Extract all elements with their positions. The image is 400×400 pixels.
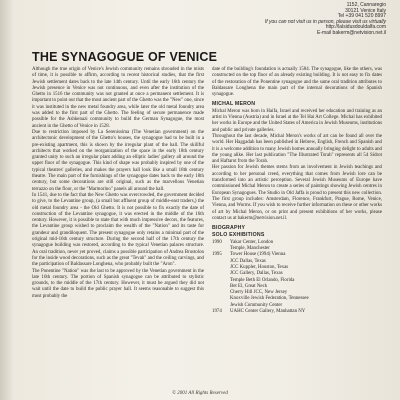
solo-exhibition-venue: Temple Beth El Orlando, Florida — [230, 277, 295, 283]
solo-exhibition-venue: Jewish Community Center — [230, 302, 283, 308]
body-paragraph: Due to restriction imposed by La Serenissima (The Venetian government) on the architectonic development of the Ghetto's houses, the synagogue had to be built in a pre-existing apartment, this is shown by the irregular plant of the hall. The skillful architects that worked on the reorganization of the space in the early 18th century granted unity to such an irregular plant adding an elliptic ladies' gallery all around the upper floor of the synagogue. This kind of shape was probably inspired by one of the typical theatres' galleries, and makes the prayers hall look like a small 18th century theatre. The main part of the furnishings of the synagogue dates back to the early 18th century, but some decorations are still original, such as the marvellous Venetian terrazzo on the floor, or the "Marmorino" panels all around the hall. — [32, 129, 204, 192]
contact-line: Tel +39 041 520 8997 — [337, 13, 386, 20]
solo-exhibition-year: 1990 — [212, 239, 222, 245]
contact-website: http://lalsidusdouldalfa.com — [325, 24, 386, 31]
solo-exhibition-venue: UAHC Center Gallery, Manhattan NY — [230, 308, 306, 314]
solo-exhibition-venue: JCC Kuppler, Houston, Texas — [230, 264, 289, 270]
bio-paragraph: Michal Meron was born in Haifa, Israel and received her education and training as an artist in Vienna (Austria) and in Israel at the Tel Hai Art College. Michal has exhibited her works in Europe and the United States of America in Jewish Museums, institutions and public and private galleries. — [212, 108, 382, 133]
solo-exhibition-venue: JCC Gallery, Dallas, Texas — [230, 271, 283, 277]
contact-line: If you can not visit us in person, please visit us virtually — [264, 18, 386, 25]
solo-exhibition-venue: JCC Dallas, Texas — [230, 258, 266, 264]
bio-paragraph: Throughout the last decade, Michal Meron's works of art can be found all over the world. Her Haggadah has been published in Hebrew, English, French and Spanish and it is a welcome addition to many Jewish homes annually bringing delight to adults and the young alike. Her last publication "The Illustrated Torah" represents all 54 Sidrot and Haftarot from the Torah. — [212, 133, 382, 165]
contact-line: 30121 Venice Italy — [345, 7, 386, 14]
copyright-notice: © 2001 All Rights Reserved — [172, 391, 228, 396]
body-paragraph: Although the true origin of Venice's Jewish community remains shrouded in the mists of time, it is possible to affirm, according to recent historical studies, that the first Jewish settlement dates back to the late 14th century. Until the early 16th century the Jewish presence in Venice was not continuous, and even after the institution of the Ghetto in 1516 the community was not granted at once a permanent settlement. It is important to point out that the most ancient part of the Ghetto was the "New" one, since it was instituted in the new metal foundry area, while later the old metal foundry area was added to the first part of the Ghetto. The feeling of secure permanence made possible for the Ashkenazi community to build the German Synagogue, the most ancient in the Ghetto of Venice in 1528. — [32, 67, 204, 129]
body-paragraph: date of the building's foundation is actually 1584. The synagogue, like the others, was constructed on the top floor of an already existing building. It is not easy to fix dates of the restoration of the Ponentine synagogue and the same oral tradition attributes to Baldassare Longhena the main part of the internal decorations of the Spanish synagogue. — [212, 67, 382, 98]
solo-exhibitions-list — [212, 240, 382, 316]
solo-heading: SOLO EXHIBITIONS — [212, 232, 265, 239]
solo-exhibition-venue: Yakar Center, London — [230, 239, 274, 245]
solo-exhibition-year: 1974 — [212, 308, 222, 314]
solo-exhibition-venue: Temple, Manchester — [230, 246, 270, 252]
contact-email: E-mail bakerm@netvision.net.il — [317, 29, 386, 36]
page-title: THE SYNAGOGUE OF VENICE — [32, 50, 218, 64]
contact-line: 1152, Cannaregio — [346, 2, 386, 8]
body-paragraph: The Ponentine "Nation" was the last to be approved by the Venetian government in the late 16th century. The portion of Spanish synagogue can be attributed to stylistic grounds, to the middle of the 17th century. However, it must be argued they did not wait until the date to build the public prayer hall. It seems reasonable to suggest this most probably the — [32, 268, 204, 299]
solo-exhibition-year: 1995 — [212, 252, 222, 258]
solo-exhibition-venue: Bet El, Great Neck — [230, 283, 268, 289]
right-column — [212, 67, 382, 315]
solo-exhibition-venue: Cherry Hill JCC, New Jersey — [230, 290, 288, 296]
bio-heading: MICHAL MERON — [212, 101, 256, 108]
biography-heading: BIOGRAPHY — [212, 225, 246, 232]
left-column — [32, 67, 204, 300]
contact-block — [206, 3, 386, 37]
page-edge-shadow — [0, 0, 14, 400]
solo-exhibition-row — [212, 309, 382, 315]
solo-exhibition-venue: Tower House (1994) Vienna — [230, 252, 286, 258]
bio-paragraph: Her passion for Jewish themes stems from an involvement in Jewish teachings and according to her personal creed, everything that comes from Jewish lore can be transformed into an artistic perception. Several Jewish Museums of Europe have commissioned Michal Meron to create a series of paintings showing Jewish centres in European Synagogues. The Studio in Old Jaffa is proud to present this new collection. The first group includes: Amsterdam, Florence, Frankfurt, Prague, Rome, Venice, Vienna, and Worms. If you wish to receive further information on these or other works of art by Michal Meron, or on print and present exhibitions of her works, please contact us at bakerm@netvision.net.il. — [212, 165, 382, 221]
body-paragraph: In 1541, due to the fact that the New Ghetto was overcrowded, the government decided to give, to the Levantine group, (a small but affluent group of middle-east traders,) the old metal foundry area - the Old Ghetto. It is not possible to fix exactly the date of construction of the Levantine synagogue, it was erected in the middle of the 16th century. However, it is possible to state that with much impressive decors, the features, the Levantine group wished to proclaim the wealth of the "Nation" and its taste for grandeur and grandiloquent. The present synagogue only retains a minimal part of the original mid-16th century structure. During the second half of the 17th century the synagogue building was restored, according to the typical Venetian palaces structure. An oral tradition, never yet proved, claims a possible participation of Andrea Brustolon for the inside wood decorations, such as the great "Tevah" and the ceiling carvings, and the participation of Baldassare Longhena, who probably built the "Aron". — [32, 192, 204, 268]
solo-exhibition-venue: Knoxville Jewish Federation, Tennessee — [230, 296, 309, 302]
